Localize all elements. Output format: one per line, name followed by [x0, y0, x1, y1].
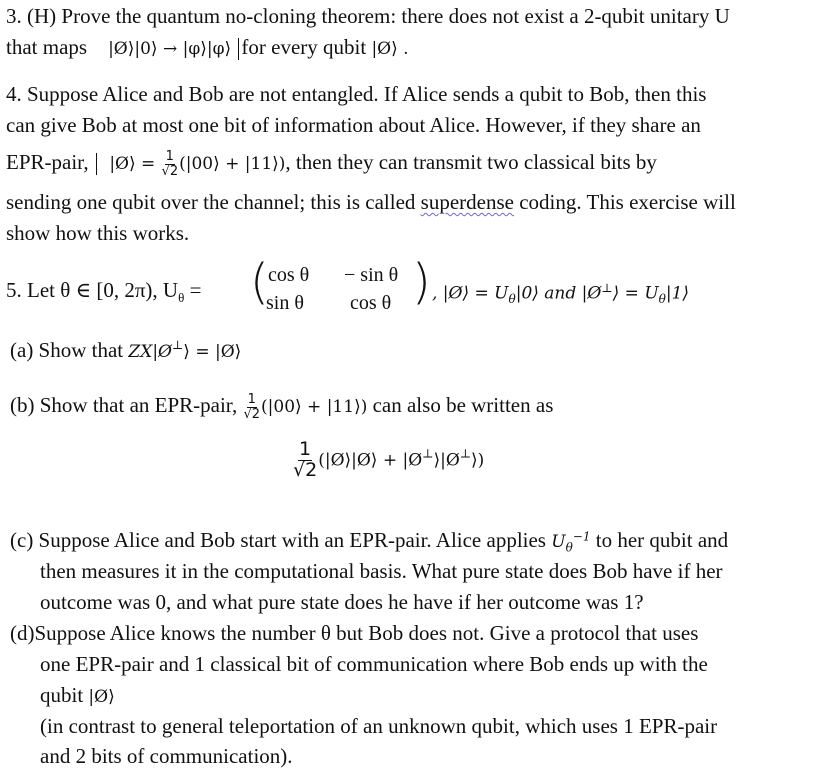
problem-4-line-2: can give Bob at most one bit of information about Alice. However, if they share an — [6, 113, 701, 137]
problem-3-line-2 — [6, 37, 409, 60]
problem-4-line-1: 4. Suppose Alice and Bob are not entangled. If Alice sends a qubit to Bob, then this — [6, 82, 707, 106]
text-cursor — [238, 38, 239, 60]
problem-4-line-3 — [6, 150, 657, 178]
problem-4-line-5: show how this works. — [6, 221, 190, 245]
problem-4-line-4: sending one qubit over the channel; this is called superdense coding. This exercise will — [6, 190, 736, 214]
problem-5-definitions: , |Ø⟩ = $U_\theta|0⟩$ and |Ø⊥⟩ = $U_\theta|1⟩$ — [432, 281, 690, 307]
part-b-display: $\frac{1}{√2}$ (|Ø⟩|Ø⟩ + |Ø⊥⟩|Ø⊥⟩) — [293, 438, 485, 481]
fraction: $\frac{1}{√2}$ — [161, 149, 179, 179]
matrix-right-paren: ) — [412, 254, 431, 310]
problem-4-rest: , then they can transmit two classical bits by — [285, 149, 657, 174]
part-d-line-2: one EPR-pair and 1 classical bit of communication where Bob ends up with the — [40, 652, 708, 676]
matrix-cell-21: sin θ — [266, 292, 304, 314]
matrix-left-paren: ( — [250, 254, 269, 310]
problem-4-state: (|00⟩ + |11⟩) — [179, 153, 286, 174]
part-d-line-4: (in contrast to general teleportation of an unknown qubit, which uses 1 EPR-pair — [40, 714, 718, 738]
matrix-cell-12: − sin θ — [344, 264, 399, 286]
part-c-line-3: outcome was 0, and what pure state does he have if her outcome was 1? — [40, 590, 644, 614]
problem-3-map: |Ø⟩|0⟩ → |φ⟩|φ⟩ — [108, 39, 232, 59]
problem-3-ket: |Ø⟩ . — [371, 39, 409, 59]
problem-4-epr: EPR-pair, — [6, 149, 89, 174]
part-b: (b) Show that an EPR-pair, $\frac{1}{√2}$ (|00⟩ + |11⟩) can also be written as — [10, 392, 554, 422]
part-c-line-1: (c) Suppose Alice and Bob start with an EPR-pair. Alice applies $U_\theta^{-1}$ to her qubit and — [10, 528, 729, 555]
part-d-line-5: and 2 bits of communication). — [40, 744, 293, 768]
problem-3-text: that maps — [6, 35, 88, 59]
part-d-line-3: qubit |Ø⟩ — [40, 683, 115, 707]
fraction: $\frac{1}{√2}$ — [243, 392, 261, 422]
text-cursor — [96, 153, 97, 175]
spellcheck-word: superdense — [420, 190, 514, 214]
problem-5-intro: 5. Let θ ∈ [0, 2π), $U_\theta$ = — [6, 278, 202, 306]
matrix-cell-22: cos θ — [350, 292, 392, 314]
problem-3-after: for every qubit — [241, 35, 367, 59]
problem-3-line-1: 3. (H) Prove the quantum no-cloning theorem: there does not exist a 2-qubit unitary U — [6, 4, 730, 28]
fraction-display: $\frac{1}{√2}$ — [293, 438, 318, 481]
matrix-cell-11: cos θ — [268, 264, 310, 286]
part-d-line-1: (d)Suppose Alice knows the number θ but Bob does not. Give a protocol that uses — [10, 621, 699, 645]
part-c-line-2: then measures it in the computational basis. What pure state does Bob have if her — [40, 559, 723, 583]
problem-4-ket: |Ø⟩ = — [109, 153, 156, 174]
part-a: (a) Show that ZX|Ø⊥⟩ = |Ø⟩ — [10, 338, 242, 362]
